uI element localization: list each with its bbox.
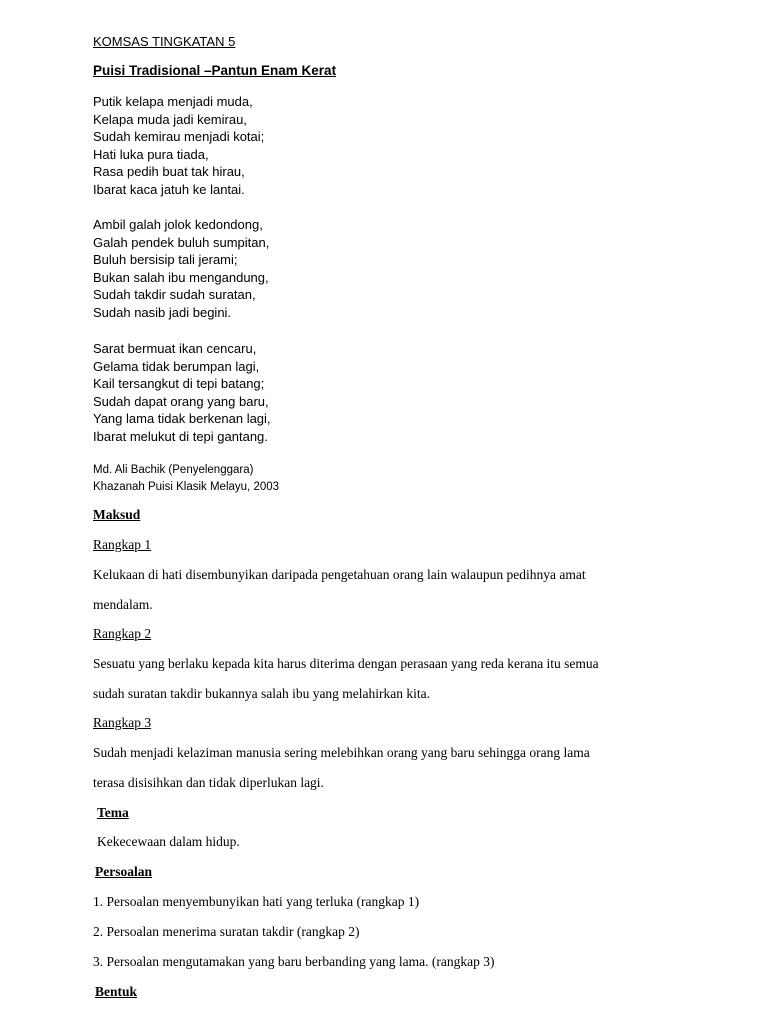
poem-line: Ibarat kaca jatuh ke lantai. xyxy=(93,181,245,197)
rangkap-1-text-line-1: Kelukaan di hati disembunyikan daripada pengetahuan orang lain walaupun pedihnya amat xyxy=(93,567,586,582)
rangkap-1-text-line-2: mendalam. xyxy=(93,597,153,612)
source-citation xyxy=(93,462,279,496)
poem-line: Galah pendek buluh sumpitan, xyxy=(93,234,270,250)
source-author: Md. Ali Bachik (Penyelenggara) xyxy=(93,464,254,476)
rangkap-3-text-line-1: Sudah menjadi kelaziman manusia sering melebihkan orang yang baru sehingga orang lama xyxy=(93,745,590,760)
document-title: Puisi Tradisional –Pantun Enam Kerat xyxy=(93,63,337,78)
poem-line: Sarat bermuat ikan cencaru, xyxy=(93,341,257,356)
source-book: Khazanah Puisi Klasik Melayu, 2003 xyxy=(93,481,280,493)
persoalan-heading: Persoalan xyxy=(95,864,152,879)
poem-line: Gelama tidak berumpan lagi, xyxy=(93,358,260,374)
document-header: KOMSAS TINGKATAN 5 xyxy=(93,34,236,49)
maksud-heading: Maksud xyxy=(93,507,141,522)
rangkap-2-label: Rangkap 2 xyxy=(93,626,152,641)
poem-line: Rasa pedih buat tak hirau, xyxy=(93,164,245,180)
poem-line: Hati luka pura tiada, xyxy=(93,146,209,162)
rangkap-2-text-line-2: sudah suratan takdir bukannya salah ibu yang melahirkan kita. xyxy=(93,686,431,701)
poem-line: Sudah dapat orang yang baru, xyxy=(93,393,269,409)
poem-stanza-1 xyxy=(93,93,264,199)
poem-line: Sudah takdir sudah suratan, xyxy=(93,287,256,303)
rangkap-1-label: Rangkap 1 xyxy=(93,537,152,552)
poem-line: Sudah kemirau menjadi kotai; xyxy=(93,129,265,145)
poem-line: Kelapa muda jadi kemirau, xyxy=(93,111,247,127)
tema-text: Kekecewaan dalam hidup. xyxy=(97,834,240,849)
rangkap-3-text-line-2: terasa disisihkan dan tidak diperlukan lagi. xyxy=(93,775,324,790)
poem-stanza-2 xyxy=(93,216,269,322)
poem-line: Ibarat melukut di tepi gantang. xyxy=(93,428,268,444)
poem-line: Putik kelapa menjadi muda, xyxy=(93,94,253,109)
poem-line: Buluh bersisip tali jerami; xyxy=(93,252,238,268)
persoalan-item-2: 2. Persoalan menerima suratan takdir (rangkap 2) xyxy=(93,924,360,939)
poem-line: Kail tersangkut di tepi batang; xyxy=(93,376,265,392)
rangkap-2-text-line-1: Sesuatu yang berlaku kepada kita harus diterima dengan perasaan yang reda kerana itu semua xyxy=(93,656,599,671)
bentuk-heading: Bentuk xyxy=(95,984,138,999)
persoalan-item-3: 3. Persoalan mengutamakan yang baru berbanding yang lama. (rangkap 3) xyxy=(93,954,495,969)
poem-line: Bukan salah ibu mengandung, xyxy=(93,269,269,285)
poem-line: Ambil galah jolok kedondong, xyxy=(93,217,263,232)
poem-line: Sudah nasib jadi begini. xyxy=(93,304,232,320)
poem-stanza-3 xyxy=(93,340,271,446)
persoalan-item-1: 1. Persoalan menyembunyikan hati yang terluka (rangkap 1) xyxy=(93,894,420,909)
tema-heading: Tema xyxy=(97,805,129,820)
poem-line: Yang lama tidak berkenan lagi, xyxy=(93,411,271,427)
rangkap-3-label: Rangkap 3 xyxy=(93,715,152,730)
